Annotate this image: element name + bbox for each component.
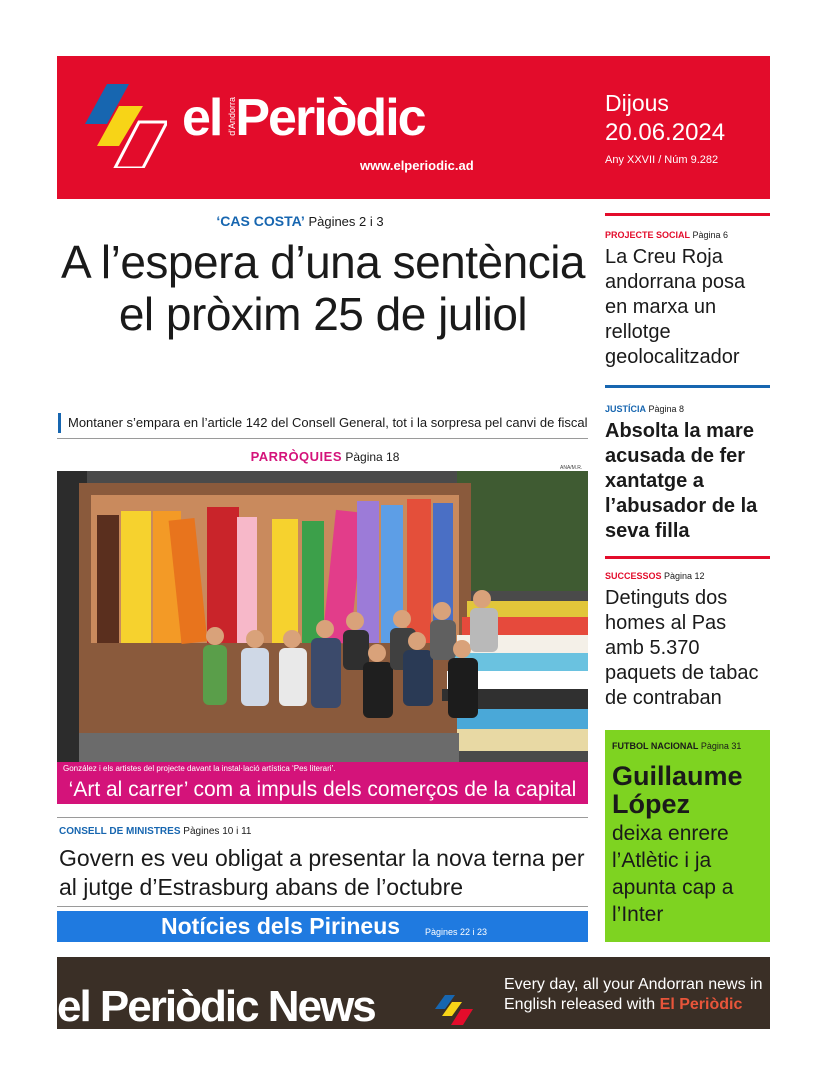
side-story-successos[interactable] — [605, 570, 770, 711]
projecte-tag: PROJECTE SOCIAL — [605, 230, 691, 240]
parroquies-pages: Pàgina 18 — [345, 450, 400, 464]
divider — [57, 438, 588, 439]
issue-number: Any XXVII / Núm 9.282 — [605, 154, 719, 166]
parroquies-kicker — [0, 449, 650, 464]
side-story-futbol[interactable] — [605, 730, 770, 942]
photo-caption[interactable]: ‘Art al carrer’ com a impuls dels comerços de la capital — [57, 776, 588, 804]
side-story-justicia[interactable] — [605, 403, 770, 544]
pirineus-banner[interactable] — [57, 911, 588, 942]
side-rule-red — [605, 556, 770, 559]
divider — [57, 817, 588, 818]
successos-kicker — [605, 570, 770, 582]
issue-day: Dijous — [605, 90, 669, 116]
lead-headline[interactable]: A l’espera d’una sentència el pròxim 25 de juliol — [60, 236, 586, 340]
futbol-pages: Pàgina 31 — [700, 741, 742, 751]
justicia-tag: JUSTÍCIA — [605, 404, 647, 414]
photo-caption-small: González i els artistes del projecte davant la instal·lació artística ‘Pes literari’. — [57, 762, 588, 776]
pirineus-pages: Pàgines 22 i 23 — [425, 927, 488, 937]
lead-subhead: Montaner s’empara en l’article 142 del Consell General, tot i la sorpresa pel canvi de fiscal — [58, 413, 588, 433]
logo-stripes-icon — [85, 84, 167, 168]
photo-credit: ANA/M.R. — [560, 465, 583, 471]
consell-kicker — [59, 826, 251, 837]
justicia-pages: Pàgina 8 — [648, 404, 685, 414]
brand-logo — [182, 89, 425, 147]
successos-pages: Pàgina 12 — [664, 571, 705, 581]
futbol-name: Guillaume López — [612, 761, 743, 819]
successos-headline: Detinguts dos homes al Pas amb 5.370 paquets de tabac de contraban — [605, 587, 759, 709]
projecte-kicker — [605, 229, 770, 241]
lead-pages: Pàgines 2 i 3 — [308, 214, 384, 229]
site-url[interactable]: www.elperiodic.ad — [360, 158, 474, 173]
lead-photo[interactable] — [57, 471, 588, 762]
lead-tag[interactable]: ‘CAS COSTA’ — [216, 213, 305, 229]
futbol-tag: FUTBOL NACIONAL — [612, 741, 699, 751]
consell-headline[interactable]: Govern es veu obligat a presentar la nova terna per al jutge d’Estrasburg abans de l’octubre — [59, 845, 585, 900]
consell-tag[interactable]: CONSELL DE MINISTRES — [59, 826, 181, 837]
news-brand: el Periòdic News — [57, 982, 375, 1029]
news-tagline — [504, 975, 764, 1015]
successos-tag: SUCCESSOS — [605, 571, 662, 581]
justicia-kicker — [605, 403, 770, 415]
side-rule-blue — [605, 385, 770, 388]
side-rule-red — [605, 213, 770, 216]
news-stripes-icon — [435, 995, 475, 1025]
futbol-desc: deixa enrere l’Atlètic i ja apunta cap a l’Inter — [612, 822, 734, 926]
brand-main: Periòdic — [235, 89, 425, 147]
pirineus-title: Notícies dels Pirineus — [161, 913, 401, 939]
news-tagline-text: Every day, all your Andorran news in English released with — [504, 976, 763, 1013]
news-banner[interactable] — [57, 957, 770, 1029]
photo-illustration — [57, 471, 588, 762]
brand-sub: d'Andorra — [227, 97, 237, 136]
masthead — [57, 56, 770, 199]
justicia-headline: Absolta la mare acusada de fer xantatge a l’abusador de la seva filla — [605, 420, 758, 542]
issue-date: 20.06.2024 — [605, 119, 726, 146]
divider — [57, 906, 588, 907]
parroquies-tag[interactable]: PARRÒQUIES — [250, 449, 343, 464]
lead-kicker — [0, 213, 600, 229]
consell-pages: Pàgines 10 i 11 — [183, 826, 252, 837]
projecte-pages: Pàgina 6 — [692, 230, 729, 240]
side-story-projecte[interactable] — [605, 229, 770, 370]
brand-el: el — [182, 89, 222, 147]
projecte-headline: La Creu Roja andorrana posa en marxa un rellotge geolocalitzador — [605, 246, 746, 368]
futbol-kicker — [612, 740, 741, 752]
news-tagline-highlight: El Periòdic — [659, 996, 743, 1013]
